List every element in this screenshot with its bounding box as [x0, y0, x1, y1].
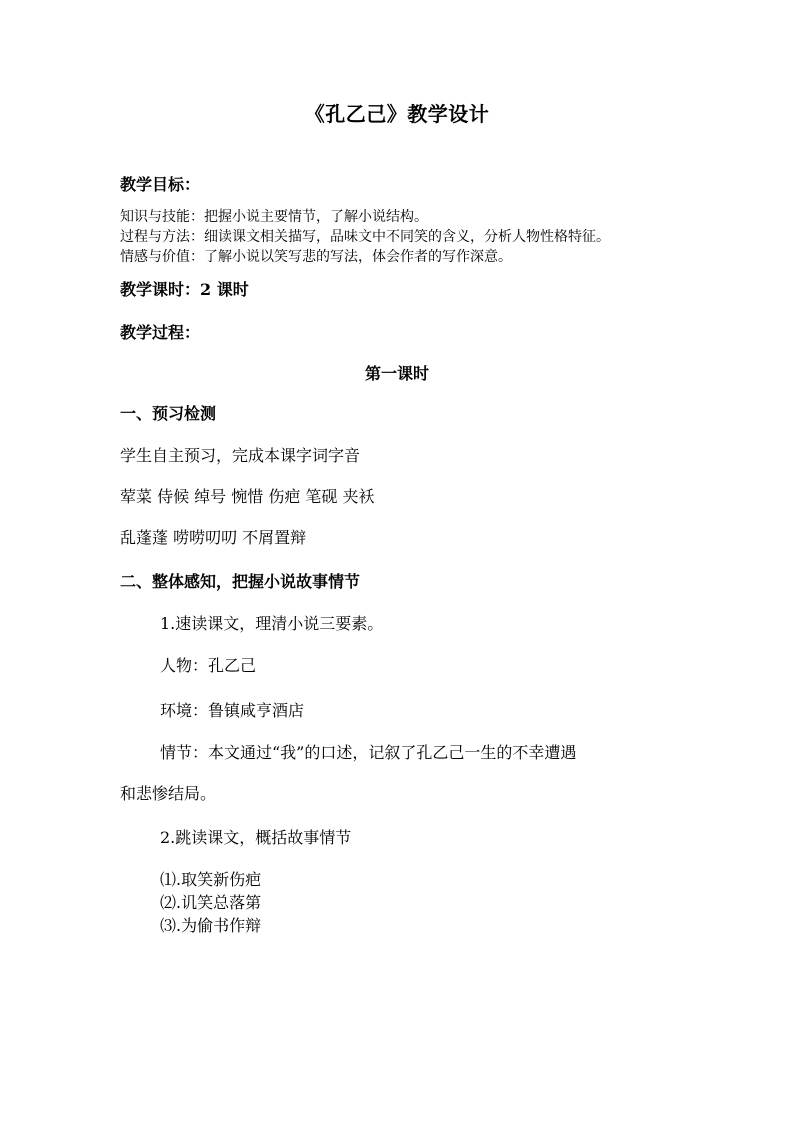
- lesson-title: 第一课时: [364, 364, 429, 383]
- objectives-heading: 教学目标：: [120, 175, 201, 194]
- section2-heading: 二、整体感知，把握小说故事情节: [120, 572, 361, 591]
- objective-emotion: 情感与价值：了解小说以笑写悲的写法，体会作者的写作深意。: [120, 249, 512, 265]
- vocab-line-1: 荤菜 侍候 绰号 惋惜 伤疤 笔砚 夹袄: [120, 487, 375, 506]
- step1-text: 1.速读课文，理清小说三要素。: [160, 614, 384, 633]
- step2-text: 2.跳读课文，概括故事情节: [160, 828, 352, 847]
- vocab-line-2: 乱蓬蓬 唠唠叨叨 不屑置辩: [120, 528, 307, 547]
- plot-line-2: 和悲惨结局。: [120, 784, 217, 803]
- setting-line: 环境：鲁镇咸亨酒店: [160, 701, 305, 720]
- plot-line-1: 情节：本文通过“我”的口述，记叙了孔乙己一生的不幸遭遇: [160, 743, 577, 762]
- process-heading: 教学过程：: [120, 323, 201, 342]
- teaching-hours: 教学课时：2 课时: [120, 280, 249, 299]
- section1-intro: 学生自主预习，完成本课字词字音: [120, 446, 361, 465]
- objective-process: 过程与方法：细读课文相关描写，品味文中不同笑的含义，分析人物性格特征。: [120, 229, 610, 245]
- objective-knowledge: 知识与技能：把握小说主要情节，了解小说结构。: [120, 209, 428, 225]
- character-line: 人物：孔乙己: [160, 656, 257, 675]
- plot-item-3: ⑶.为偷书作辩: [160, 916, 262, 935]
- section1-heading: 一、预习检测: [120, 404, 217, 423]
- document-title: 《孔乙己》教学设计: [304, 102, 490, 126]
- plot-item-2: ⑵.讥笑总落第: [160, 893, 262, 912]
- plot-item-1: ⑴.取笑新伤疤: [160, 870, 262, 889]
